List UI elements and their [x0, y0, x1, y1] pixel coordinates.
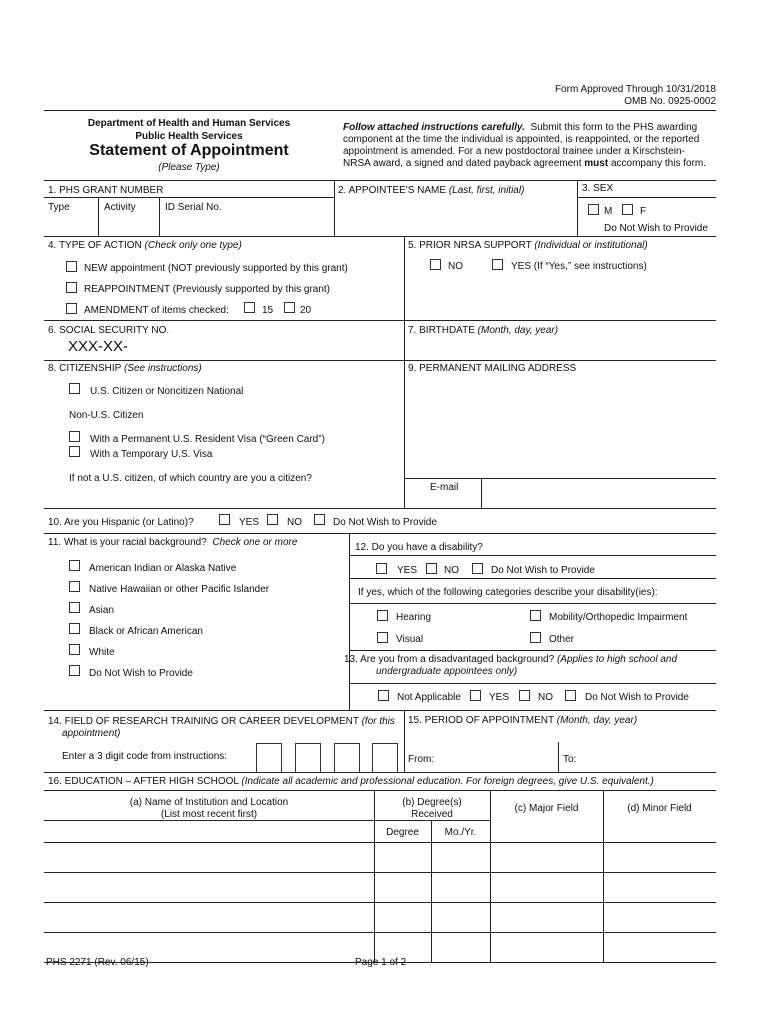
hispanic-dnw-label: Do Not Wish to Provide — [333, 517, 437, 528]
col-degree-subheader: Received — [411, 809, 453, 820]
grant-serial-label: ID Serial No. — [165, 202, 222, 213]
race-black-label: Black or African American — [89, 626, 203, 637]
hispanic-yes-checkbox[interactable] — [219, 514, 230, 525]
ssn-label: 6. SOCIAL SECURITY NO. — [48, 325, 170, 336]
col-degree-sub: Degree — [386, 827, 419, 838]
race-american-indian-checkbox[interactable] — [69, 560, 80, 571]
action-reappointment-label: REAPPOINTMENT (Previously supported by this grant) — [84, 284, 331, 295]
field-of-research-label: 14. FIELD OF RESEARCH TRAINING OR CAREER DEVELOPMENT (for this appointment) — [48, 716, 395, 739]
hispanic-yes-label: YES — [239, 517, 260, 528]
mailing-address-label: 9. PERMANENT MAILING ADDRESS — [408, 363, 577, 374]
please-type: (Please Type) — [158, 162, 220, 173]
disability-mobility-checkbox[interactable] — [530, 610, 541, 621]
temporary-visa-checkbox[interactable] — [69, 446, 80, 457]
disability-mobility-label: Mobility/Orthopedic Impairment — [549, 612, 688, 623]
omb-number: OMB No. 0925-0002 — [624, 96, 716, 107]
hispanic-dnw-checkbox[interactable] — [314, 514, 325, 525]
disadvantaged-na-checkbox[interactable] — [378, 690, 389, 701]
field-code-digit-1[interactable] — [256, 743, 282, 773]
disadvantaged-yes-checkbox[interactable] — [470, 690, 481, 701]
prior-nrsa-label: 5. PRIOR NRSA SUPPORT (Individual or institutional) — [408, 240, 648, 251]
email-label: E-mail — [430, 482, 459, 493]
nrsa-no-label: NO — [448, 261, 463, 272]
disability-dnw-checkbox[interactable] — [472, 563, 483, 574]
race-white-label: White — [89, 647, 115, 658]
grant-type-label: Type — [48, 202, 70, 213]
race-pacific-islander-checkbox[interactable] — [69, 581, 80, 592]
amend-15-checkbox[interactable] — [244, 302, 255, 313]
period-to-label: To: — [563, 754, 577, 765]
form-title: Statement of Appointment — [89, 142, 289, 159]
disability-no-checkbox[interactable] — [426, 563, 437, 574]
disadvantaged-no-checkbox[interactable] — [519, 690, 530, 701]
service-name: Public Health Services — [135, 131, 243, 142]
citizenship-label: 8. CITIZENSHIP (See instructions) — [48, 363, 202, 374]
race-american-indian-label: American Indian or Alaska Native — [89, 563, 237, 574]
disability-yes-checkbox[interactable] — [376, 563, 387, 574]
race-white-checkbox[interactable] — [69, 644, 80, 655]
hispanic-no-label: NO — [287, 517, 302, 528]
appointment-period-label: 15. PERIOD OF APPOINTMENT (Month, day, year) — [408, 715, 638, 726]
disadvantaged-label: 13. Are you from a disadvantaged background? (Applies to high school and undergraduate appointees only) — [344, 654, 678, 677]
field-code-digit-2[interactable] — [295, 743, 321, 773]
disadvantaged-dnw-label: Do Not Wish to Provide — [585, 692, 689, 703]
disadvantaged-dnw-checkbox[interactable] — [565, 690, 576, 701]
form-approved: Form Approved Through 10/31/2018 — [554, 84, 716, 95]
instructions-note: Follow attached instructions carefully. Submit this form to the PHS awarding component at the time the individual is appointed, is reappointed, or the reported appointment is amended. For a new postdoctoral trainee under a Kirschstein- NRSA award, a signed and dated payback agreement must accompany this form. — [343, 122, 707, 169]
nrsa-yes-checkbox[interactable] — [492, 259, 503, 270]
disability-no-label: NO — [444, 565, 459, 576]
temporary-visa-label: With a Temporary U.S. Visa — [90, 449, 213, 460]
ssn-value[interactable]: XXX-XX- — [68, 338, 129, 355]
disability-dnw-label: Do Not Wish to Provide — [491, 565, 595, 576]
disadvantaged-yes-label: YES — [489, 692, 510, 703]
action-type-label: 4. TYPE OF ACTION (Check only one type) — [48, 240, 242, 251]
action-amendment-checkbox[interactable] — [66, 303, 77, 314]
race-asian-label: Asian — [89, 605, 115, 616]
disadvantaged-no-label: NO — [538, 692, 553, 703]
permanent-visa-checkbox[interactable] — [69, 431, 80, 442]
disability-hearing-label: Hearing — [396, 612, 432, 623]
race-asian-checkbox[interactable] — [69, 602, 80, 613]
us-citizen-checkbox[interactable] — [69, 383, 80, 394]
disability-other-checkbox[interactable] — [530, 632, 541, 643]
nrsa-yes-label: YES (If “Yes,” see instructions) — [511, 261, 647, 272]
appointee-name-label: 2. APPOINTEE'S NAME (Last, first, initial) — [338, 185, 525, 196]
disability-visual-label: Visual — [396, 634, 424, 645]
grant-activity-label: Activity — [104, 202, 136, 213]
page-number: Page 1 of 2 — [355, 957, 407, 968]
sex-m-label: M — [604, 206, 613, 217]
field-code-digit-4[interactable] — [372, 743, 398, 773]
education-label: 16. EDUCATION – AFTER HIGH SCHOOL (Indicate all academic and professional education. For foreign degrees, give U.S. equivalent.) — [48, 776, 654, 787]
hispanic-no-checkbox[interactable] — [267, 514, 278, 525]
col-institution-header: (a) Name of Institution and Location — [129, 797, 289, 808]
race-label: 11. What is your racial background? Check one or more — [48, 537, 298, 548]
sex-label: 3. SEX — [582, 183, 614, 194]
disability-other-label: Other — [549, 634, 575, 645]
action-reappointment-checkbox[interactable] — [66, 282, 77, 293]
amend-20-label: 20 — [300, 305, 312, 316]
sex-m-checkbox[interactable] — [588, 204, 599, 215]
us-citizen-label: U.S. Citizen or Noncitizen National — [90, 386, 244, 397]
citizen-country-label: If not a U.S. citizen, of which country are you a citizen? — [69, 473, 312, 484]
sex-dnw-label: Do Not Wish to Provide — [604, 223, 708, 234]
hispanic-label: 10. Are you Hispanic (or Latino)? — [48, 517, 194, 528]
action-amendment-label: AMENDMENT of items checked: — [84, 305, 229, 316]
form-id: PHS 2271 (Rev. 06/15) — [46, 957, 149, 968]
disadvantaged-na-label: Not Applicable — [397, 692, 461, 703]
disability-categories-label: If yes, which of the following categories describe your disability(ies): — [358, 587, 658, 598]
sex-f-checkbox[interactable] — [622, 204, 633, 215]
disability-label: 12. Do you have a disability? — [355, 542, 483, 553]
race-pacific-islander-label: Native Hawaiian or other Pacific Islander — [89, 584, 270, 595]
disability-yes-label: YES — [397, 565, 418, 576]
grant-number-label: 1. PHS GRANT NUMBER — [48, 185, 164, 196]
race-black-checkbox[interactable] — [69, 623, 80, 634]
non-us-citizen-label: Non-U.S. Citizen — [69, 410, 144, 421]
permanent-visa-label: With a Permanent U.S. Resident Visa (“Green Card”) — [90, 434, 325, 445]
nrsa-no-checkbox[interactable] — [430, 259, 441, 270]
col-degree-header: (b) Degree(s) — [402, 797, 462, 808]
race-dnw-checkbox[interactable] — [69, 665, 80, 676]
field-code-digit-3[interactable] — [334, 743, 360, 773]
field-code-instruction: Enter a 3 digit code from instructions: — [62, 751, 228, 762]
disability-hearing-checkbox[interactable] — [377, 610, 388, 621]
department-name: Department of Health and Human Services — [87, 118, 291, 129]
sex-f-label: F — [640, 206, 647, 217]
col-minor-header: (d) Minor Field — [627, 803, 692, 814]
action-new-label: NEW appointment (NOT previously supported by this grant) — [84, 263, 348, 274]
period-from-label: From: — [408, 754, 435, 765]
action-new-checkbox[interactable] — [66, 261, 77, 272]
amend-15-label: 15 — [262, 305, 274, 316]
disability-visual-checkbox[interactable] — [377, 632, 388, 643]
col-moyr-sub: Mo./Yr. — [444, 827, 477, 838]
col-institution-subheader: (List most recent first) — [160, 809, 258, 820]
amend-20-checkbox[interactable] — [284, 302, 295, 313]
col-major-header: (c) Major Field — [514, 803, 579, 814]
race-dnw-label: Do Not Wish to Provide — [89, 668, 193, 679]
birthdate-label: 7. BIRTHDATE (Month, day, year) — [408, 325, 559, 336]
